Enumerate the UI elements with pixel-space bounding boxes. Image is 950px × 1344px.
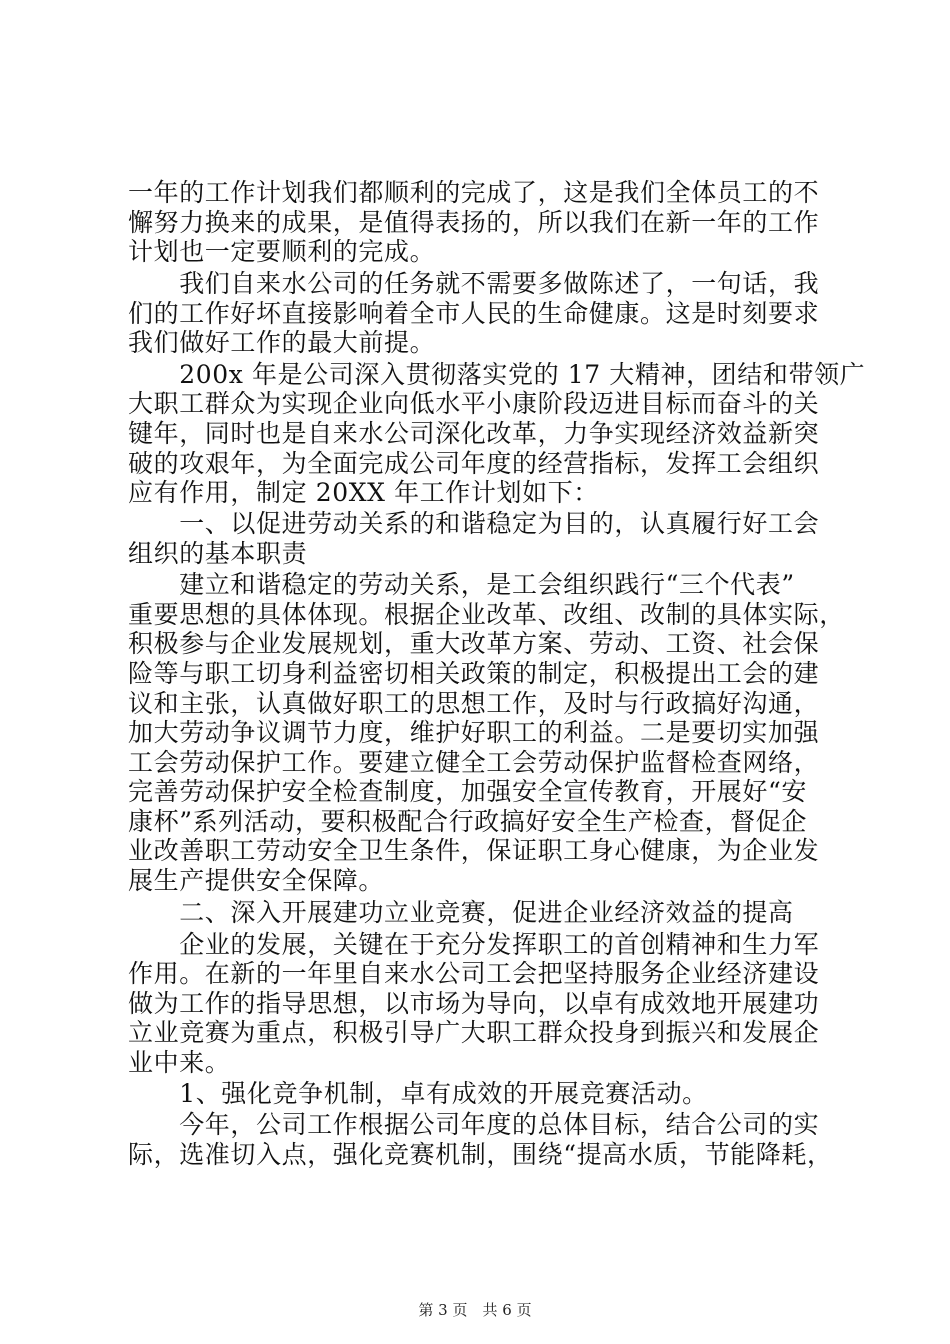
text-line: 险等与职工切身利益密切相关政策的制定，积极提出工会的建	[128, 659, 820, 688]
section-heading: 二、深入开展建功立业竞赛，促进企业经济效益的提高	[128, 898, 794, 927]
subsection-heading: 1、强化竞争机制，卓有成效的开展竞赛活动。	[128, 1079, 708, 1108]
text-line: 作用。在新的一年里自来水公司工会把坚持服务企业经济建设	[128, 959, 820, 988]
text-line: 做为工作的指导思想，以市场为导向，以卓有成效地开展建功	[128, 989, 820, 1018]
text-line: 建立和谐稳定的劳动关系，是工会组织践行“三个代表”	[128, 570, 795, 599]
text-line: 键年，同时也是自来水公司深化改革，力争实现经济效益新突	[128, 419, 820, 448]
text-line: 大职工群众为实现企业向低水平小康阶段迈进目标而奋斗的关	[128, 389, 820, 418]
text-line: 应有作用，制定 20XX 年工作计划如下：	[128, 478, 599, 507]
section-heading: 一、以促进劳动关系的和谐稳定为目的，认真履行好工会	[128, 509, 820, 538]
text-line: 工会劳动保护工作。要建立健全工会劳动保护监督检查网络，	[128, 748, 820, 777]
text-line: 我们做好工作的最大前提。	[128, 328, 436, 357]
text-line: 业中来。	[128, 1048, 231, 1077]
text-line: 今年，公司工作根据公司年度的总体目标，结合公司的实	[128, 1110, 820, 1139]
text-line: 懈努力换来的成果，是值得表扬的，所以我们在新一年的工作	[128, 208, 820, 237]
text-line: 康杯”系列活动，要积极配合行政搞好安全生产检查，督促企	[128, 807, 807, 836]
text-line: 议和主张，认真做好职工的思想工作，及时与行政搞好沟通，	[128, 689, 820, 718]
text-line: 际，选准切入点，强化竞赛机制，围绕“提高水质，节能降耗，	[128, 1140, 833, 1169]
text-line: 我们自来水公司的任务就不需要多做陈述了，一句话，我	[128, 269, 820, 298]
text-line: 展生产提供安全保障。	[128, 866, 385, 895]
text-line: 加大劳动争议调节力度，维护好职工的利益。二是要切实加强	[128, 718, 820, 747]
page-number-footer: 第 3 页 共 6 页	[418, 1301, 532, 1319]
section-heading: 组织的基本职责	[128, 539, 308, 568]
text-line: 企业的发展，关键在于充分发挥职工的首创精神和生力军	[128, 930, 820, 959]
text-line: 们的工作好坏直接影响着全市人民的生命健康。这是时刻要求	[128, 299, 820, 328]
text-line: 一年的工作计划我们都顺利的完成了，这是我们全体员工的不	[128, 178, 820, 207]
text-line: 立业竞赛为重点，积极引导广大职工群众投身到振兴和发展企	[128, 1018, 820, 1047]
text-line: 业改善职工劳动安全卫生条件，保证职工身心健康，为企业发	[128, 836, 820, 865]
text-line: 计划也一定要顺利的完成。	[128, 237, 436, 266]
text-line: 完善劳动保护安全检查制度，加强安全宣传教育，开展好“安	[128, 777, 807, 806]
text-line: 重要思想的具体体现。根据企业改革、改组、改制的具体实际，	[128, 600, 845, 629]
text-line: 200x 年是公司深入贯彻落实党的 17 大精神，团结和带领广	[128, 360, 866, 389]
text-line: 积极参与企业发展规划，重大改革方案、劳动、工资、社会保	[128, 629, 820, 658]
text-line: 破的攻艰年，为全面完成公司年度的经营指标，发挥工会组织	[128, 449, 820, 478]
